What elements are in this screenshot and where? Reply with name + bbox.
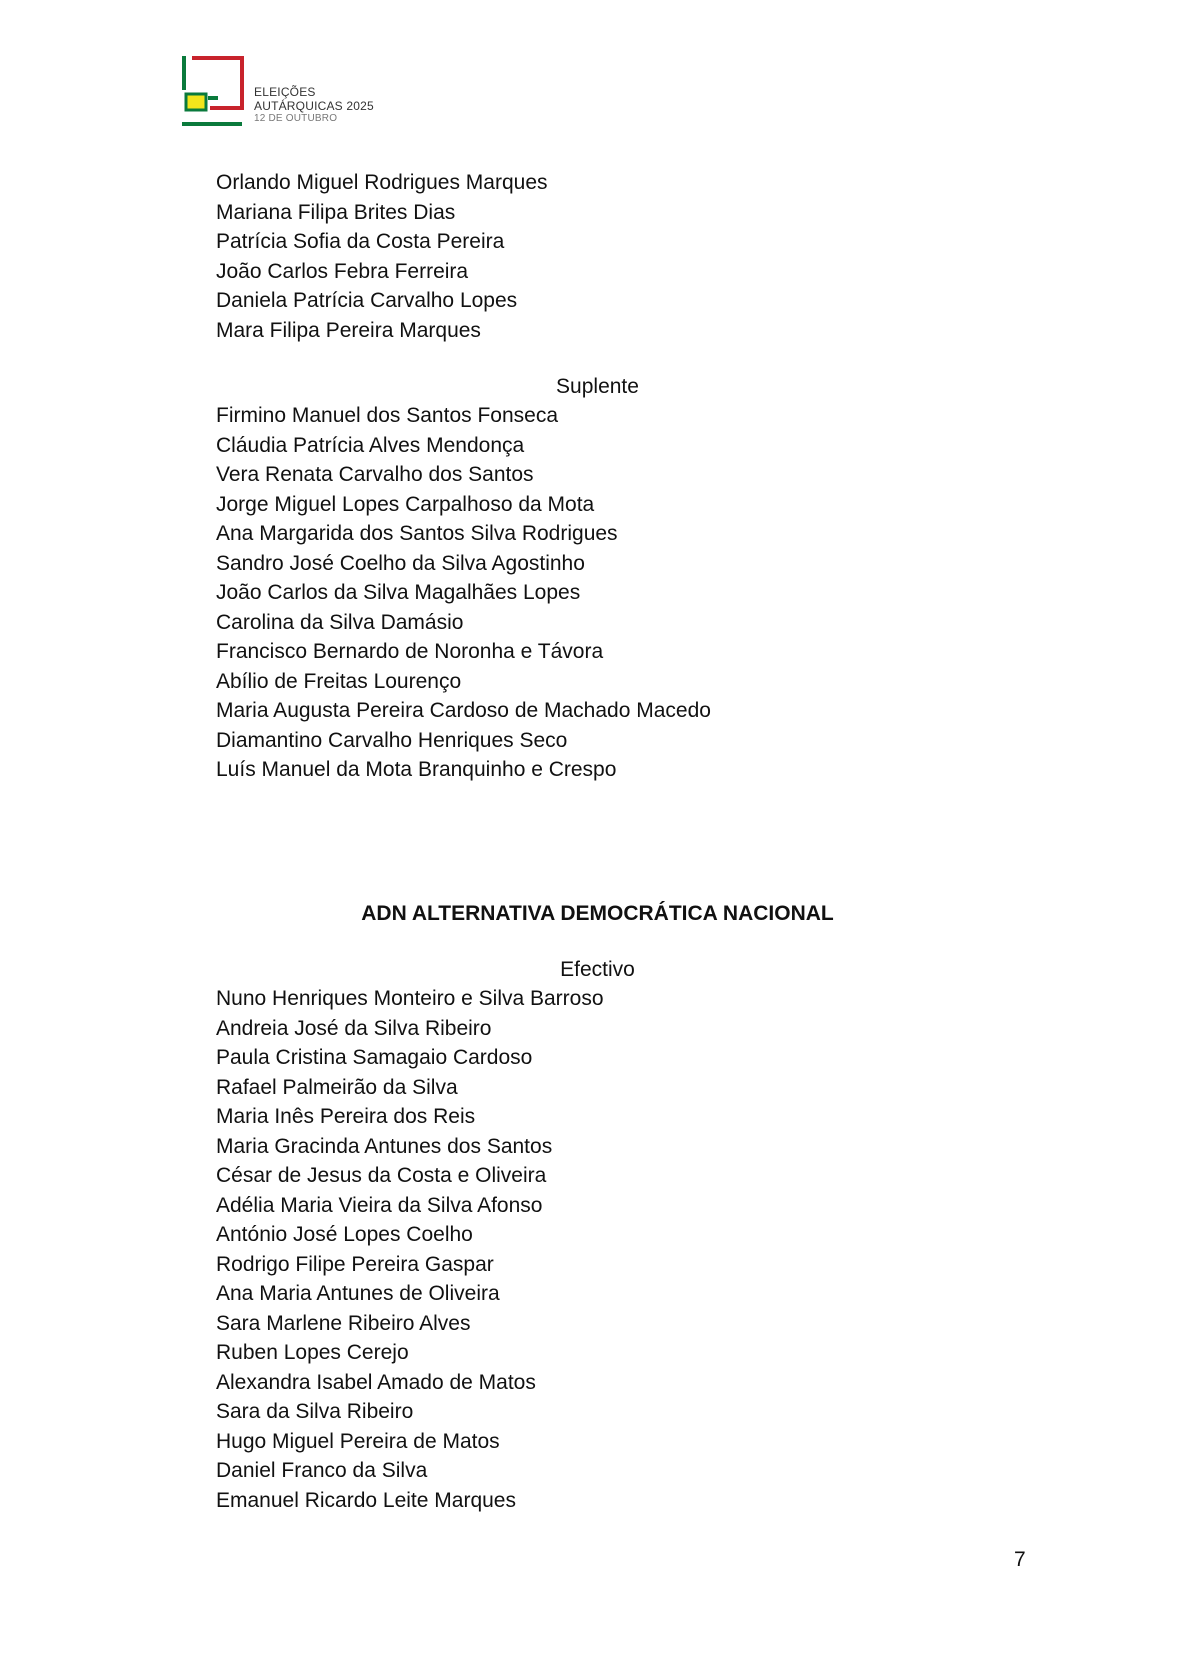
suplente-heading: Suplente — [556, 375, 639, 398]
list-item: Jorge Miguel Lopes Carpalhoso da Mota — [216, 492, 595, 516]
logo-line-2: AUTÁRQUICAS 2025 — [254, 99, 374, 113]
list-item: João Carlos Febra Ferreira — [216, 259, 469, 283]
party-title: ADN ALTERNATIVA DEMOCRÁTICA NACIONAL — [361, 902, 834, 925]
list-item: Sara da Silva Ribeiro — [216, 1400, 414, 1423]
list-item: Daniela Patrícia Carvalho Lopes — [216, 289, 518, 312]
logo-line-1: ELEIÇÕES — [254, 85, 316, 99]
list-item: Mara Filipa Pereira Marques — [216, 318, 481, 342]
list-item: Carolina da Silva Damásio — [216, 610, 464, 634]
list-item: Ana Maria Antunes de Oliveira — [216, 1282, 500, 1305]
list-item: César de Jesus da Costa e Oliveira — [216, 1164, 547, 1187]
list-item: Adélia Maria Vieira da Silva Afonso — [216, 1193, 543, 1217]
list-item: João Carlos da Silva Magalhães Lopes — [216, 581, 581, 604]
list-item: Sara Marlene Ribeiro Alves — [216, 1311, 471, 1335]
list-item: Paula Cristina Samagaio Cardoso — [216, 1046, 533, 1069]
list-item: Patrícia Sofia da Costa Pereira — [216, 230, 505, 253]
list-item: Sandro José Coelho da Silva Agostinho — [216, 551, 585, 575]
list-item: Ruben Lopes Cerejo — [216, 1341, 409, 1364]
list-item: Andreia José da Silva Ribeiro — [216, 1016, 492, 1040]
list-item: Maria Inês Pereira dos Reis — [216, 1105, 476, 1128]
list-item: Diamantino Carvalho Henriques Seco — [216, 728, 568, 752]
suplente-name-list — [216, 401, 1116, 785]
list-item: Daniel Franco da Silva — [216, 1459, 428, 1482]
list-item: Hugo Miguel Pereira de Matos — [216, 1429, 500, 1453]
list-item: Firmino Manuel dos Santos Fonseca — [216, 404, 558, 427]
list-item: Alexandra Isabel Amado de Matos — [216, 1370, 536, 1394]
list-item: Rodrigo Filipe Pereira Gaspar — [216, 1252, 494, 1276]
efectivo-name-list — [216, 984, 1116, 1515]
list-item: Francisco Bernardo de Noronha e Távora — [216, 640, 604, 663]
list-item: Vera Renata Carvalho dos Santos — [216, 463, 534, 486]
logo-line-3: 12 DE OUTUBRO — [254, 113, 338, 124]
list-item: Nuno Henriques Monteiro e Silva Barroso — [216, 987, 604, 1010]
list-item: Ana Margarida dos Santos Silva Rodrigues — [216, 522, 618, 545]
list-item: Cláudia Patrícia Alves Mendonça — [216, 433, 525, 457]
efectivo-heading: Efectivo — [560, 958, 635, 981]
top-name-list — [216, 168, 1116, 345]
page-number: 7 — [1014, 1548, 1026, 1571]
logo-text — [254, 85, 374, 125]
list-item: António José Lopes Coelho — [216, 1223, 473, 1246]
list-item: Luís Manuel da Mota Branquinho e Crespo — [216, 758, 617, 781]
list-item: Maria Gracinda Antunes dos Santos — [216, 1134, 553, 1158]
list-item: Abílio de Freitas Lourenço — [216, 669, 462, 693]
list-item: Maria Augusta Pereira Cardoso de Machado Macedo — [216, 699, 711, 722]
list-item: Rafael Palmeirão da Silva — [216, 1075, 458, 1099]
list-item: Mariana Filipa Brites Dias — [216, 200, 456, 224]
list-item: Orlando Miguel Rodrigues Marques — [216, 171, 548, 194]
list-item: Emanuel Ricardo Leite Marques — [216, 1488, 516, 1512]
